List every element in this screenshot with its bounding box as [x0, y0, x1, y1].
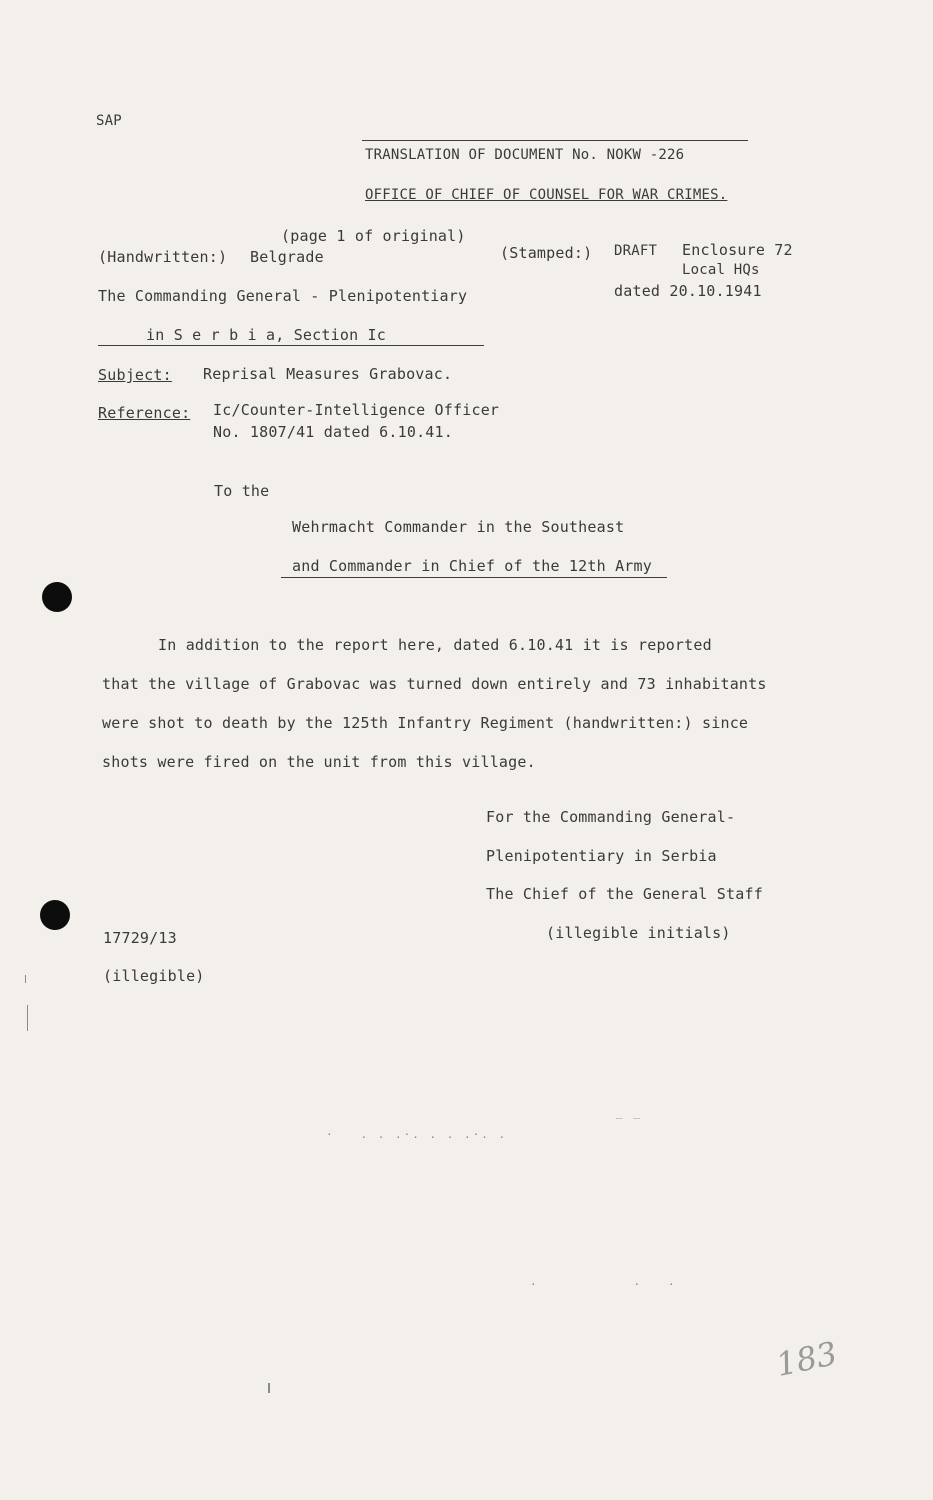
footer-number: 17729/13: [103, 929, 177, 947]
header-initials: SAP: [96, 113, 122, 129]
draft-stamp: DRAFT: [614, 243, 658, 259]
header-rule-top: [362, 140, 748, 141]
scan-mark: [268, 1383, 270, 1393]
enclosure-stamp: Enclosure 72: [682, 241, 793, 259]
place-name: Belgrade: [250, 248, 324, 266]
local-hq-stamp: Local HQs: [682, 262, 760, 278]
page-number: 183: [772, 1334, 841, 1384]
reference-line1: Ic/Counter-Intelligence Officer: [213, 401, 500, 419]
addressee-line1: Wehrmacht Commander in the Southeast: [292, 518, 625, 536]
sender-line1: The Commanding General - Plenipotentiary: [98, 287, 468, 305]
footer-illegible: (illegible): [103, 967, 205, 985]
punch-hole-top: [42, 582, 72, 612]
scan-specks: _ _: [616, 1106, 642, 1119]
punch-hole-bottom: [40, 900, 70, 930]
sender-rule: [98, 345, 484, 346]
body-line3: were shot to death by the 125th Infantry Regiment (handwritten:) since: [102, 714, 749, 732]
signature-line2: Plenipotentiary in Serbia: [486, 847, 717, 865]
body-line1: In addition to the report here, dated 6.10.41 it is reported: [158, 636, 712, 654]
scan-specks: · . . .·. . . .·. .: [326, 1128, 508, 1141]
stamp-date: dated 20.10.1941: [614, 282, 762, 300]
page-note: (page 1 of original): [281, 227, 466, 245]
stamped-label: (Stamped:): [500, 244, 593, 262]
subject-value: Reprisal Measures Grabovac.: [203, 365, 453, 383]
addressee-line2: and Commander in Chief of the 12th Army: [292, 557, 652, 575]
body-line2: that the village of Grabovac was turned down entirely and 73 inhabitants: [102, 675, 767, 693]
signature-line3: The Chief of the General Staff: [486, 885, 763, 903]
scan-mark: [25, 975, 26, 983]
body-line4: shots were fired on the unit from this village.: [102, 753, 536, 771]
reference-line2: No. 1807/41 dated 6.10.41.: [213, 423, 453, 441]
sender-line2: in S e r b i a, Section Ic: [146, 326, 386, 344]
signature-line4: (illegible initials): [546, 924, 731, 942]
reference-label: Reference:: [98, 404, 191, 422]
office-line: OFFICE OF CHIEF OF COUNSEL FOR WAR CRIMES.: [365, 187, 728, 203]
scan-mark: [27, 1005, 28, 1031]
scan-specks: · · ·: [530, 1278, 677, 1291]
signature-line1: For the Commanding General-: [486, 808, 736, 826]
to-line: To the: [214, 482, 270, 500]
addressee-rule: [281, 577, 667, 578]
handwritten-label: (Handwritten:): [98, 248, 228, 266]
translation-line: TRANSLATION OF DOCUMENT No. NOKW -226: [365, 147, 685, 163]
subject-label: Subject:: [98, 366, 172, 384]
